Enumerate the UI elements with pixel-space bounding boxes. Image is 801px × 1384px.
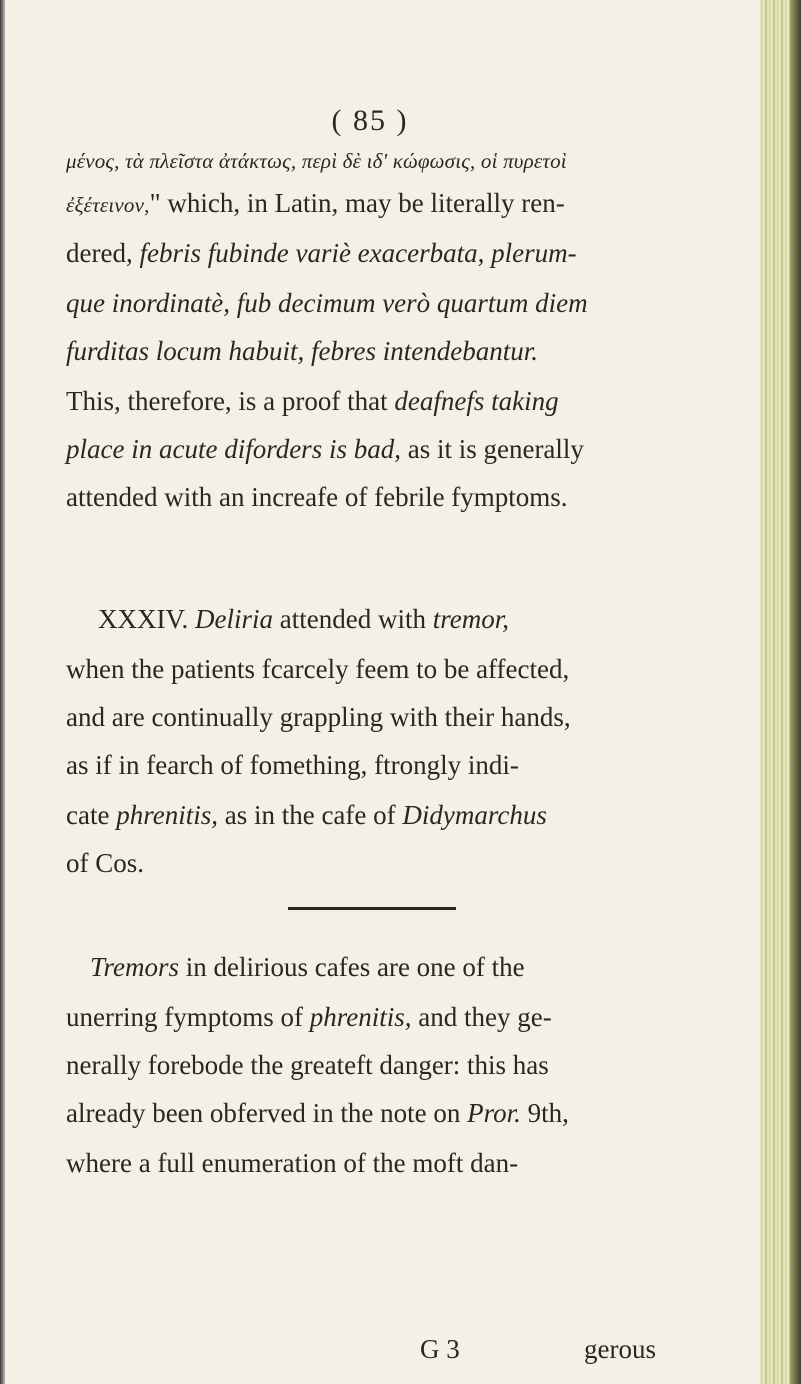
italic-text: place in acute diforders is bad, <box>66 434 401 464</box>
left-page-edge <box>0 0 5 1384</box>
roman-text: attended with an increafe of febrile fymptoms. <box>66 482 568 512</box>
text-line <box>66 748 519 782</box>
text-line <box>66 186 565 222</box>
roman-text: in delirious cafes are one of the <box>179 952 525 982</box>
italic-text: Tremors <box>90 952 180 982</box>
roman-text: of Cos. <box>66 848 145 878</box>
book-edge-shadow <box>790 0 801 1384</box>
text-line <box>66 142 567 178</box>
text-line <box>66 432 584 466</box>
greek-text: ἐξέτεινον, <box>66 193 150 217</box>
roman-text: and are continually grappling with their hands, <box>66 702 571 732</box>
italic-text: tremor, <box>432 604 509 634</box>
text-line <box>66 652 569 686</box>
roman-text: nerally forebode the greateft danger: this has <box>66 1050 549 1080</box>
text-line <box>66 384 559 418</box>
italic-text: furditas locum habuit, febres intendebantur. <box>66 336 538 366</box>
roman-text: This, therefore, is a proof that <box>66 386 395 416</box>
section-divider-rule <box>288 907 456 910</box>
roman-text: and they ge- <box>411 1002 552 1032</box>
text-line <box>66 846 144 880</box>
roman-text: as in the cafe of <box>217 800 403 830</box>
text-line <box>66 1096 569 1130</box>
roman-text: as it is generally <box>400 434 584 464</box>
roman-text: where a full enumeration of the moft dan- <box>66 1148 519 1178</box>
text-line <box>66 798 547 832</box>
page-number: ( 85 ) <box>331 104 409 137</box>
text-line <box>66 700 571 734</box>
signature-mark: G 3 <box>420 1334 460 1364</box>
italic-text: Pror. <box>467 1098 521 1128</box>
roman-text: unerring fymptoms of <box>66 1002 310 1032</box>
text-line <box>66 1048 549 1082</box>
italic-text: febris fubinde variè exacerbata, plerum- <box>139 238 577 268</box>
roman-text: cate <box>66 800 117 830</box>
roman-text: dered, <box>66 238 140 268</box>
text-line <box>90 950 525 984</box>
italic-text: phrenitis, <box>116 800 218 830</box>
text-line <box>66 236 577 270</box>
italic-text: deafnefs taking <box>394 386 559 416</box>
catchword: gerous <box>584 1334 656 1364</box>
italic-text: phrenitis, <box>309 1002 412 1032</box>
text-line <box>98 602 509 636</box>
italic-text: Didymarchus <box>402 800 547 830</box>
roman-text: when the patients fcarcely feem to be affected, <box>66 654 570 684</box>
text-line <box>66 286 588 320</box>
roman-text: as if in fearch of fomething, ftrongly indi- <box>66 750 519 780</box>
text-line <box>66 1146 518 1180</box>
text-line <box>66 1000 552 1034</box>
text-line <box>66 334 538 368</box>
italic-text: Deliria <box>195 604 274 634</box>
roman-text: already been obferved in the note on <box>66 1098 468 1128</box>
italic-text: que inordinatè, fub decimum verò quartum diem <box>66 288 588 318</box>
greek-text: μένος, τὰ πλεῖστα ἀτάκτως, περὶ δὲ ιδ' κώφωσις, οἱ πυρετοὶ <box>66 149 567 173</box>
roman-text: 9th, <box>520 1098 569 1128</box>
text-line <box>66 480 568 514</box>
roman-text: attended with <box>273 604 433 634</box>
roman-text: " which, in Latin, may be literally ren- <box>149 188 565 218</box>
roman-text: XXXIV. <box>98 604 196 634</box>
